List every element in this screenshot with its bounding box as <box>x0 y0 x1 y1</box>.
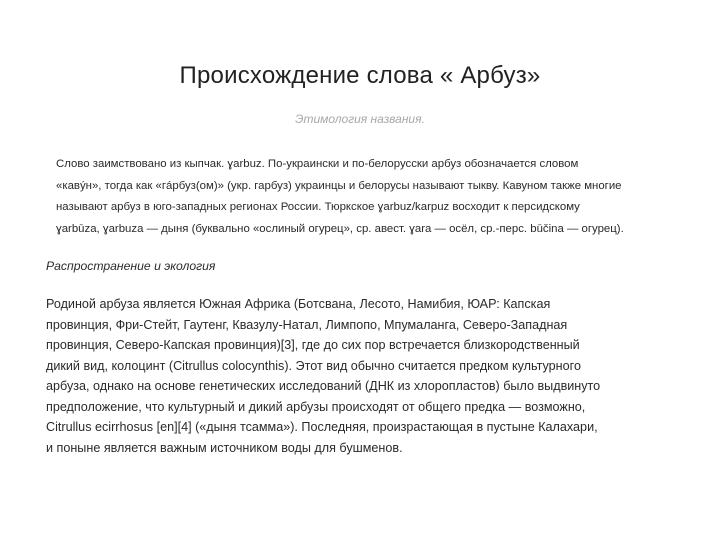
slide-title: Происхождение слова « Арбуз» <box>179 62 541 89</box>
slide-subtitle: Этимология названия. <box>295 112 425 126</box>
etymology-line: ɣarbūza, ɣarbuza — дыня (буквально «ослиный огурец», ср. авест. ɣara — осёл, ср.-перс. būčina — огурец). <box>56 222 624 235</box>
etymology-paragraph <box>56 154 696 240</box>
section-heading: Распространение и экология <box>46 259 216 273</box>
ecology-line: дикий вид, колоцинт (Citrullus colocynthis). Этот вид обычно считается предком культурного <box>46 358 581 373</box>
ecology-line: арбуза, однако на основе генетических исследований (ДНК из хлоропластов) было выдвинуто <box>46 379 601 393</box>
etymology-line: «кавýн», тогда как «гáрбуз(ом)» (укр. гарбуз) украинцы и белорусы называют тыкву. Кавуном также многие <box>56 179 622 192</box>
ecology-paragraph <box>46 294 696 458</box>
ecology-line: Citrullus ecirrhosus [en][4] («дыня тсамма»). Последняя, произрастающая в пустыне Калахари, <box>46 420 598 434</box>
ecology-line: провинция, Фри-Стейт, Гаутенг, Квазулу-Натал, Лимпопо, Мпумаланга, Северо-Западная <box>46 317 568 332</box>
etymology-line: называют арбуз в юго-западных регионах России. Тюркское ɣarbuz/karpuz восходит к персидскому <box>56 201 580 213</box>
ecology-line: Родиной арбуза является Южная Африка (Ботсвана, Лесото, Намибия, ЮАР: Капская <box>46 297 551 311</box>
ecology-line: предположение, что культурный и дикий арбузы происходят от общего предка — возможно, <box>46 399 586 414</box>
ecology-line: провинция, Северо-Капская провинция)[3], где до сих пор встречается близкородственный <box>46 338 580 352</box>
etymology-line: Слово заимствовано из кыпчак. ɣarbuz. По-украински и по-белорусски арбуз обозначается словом <box>56 158 579 170</box>
ecology-line: и поныне является важным источником воды для бушменов. <box>46 440 403 455</box>
